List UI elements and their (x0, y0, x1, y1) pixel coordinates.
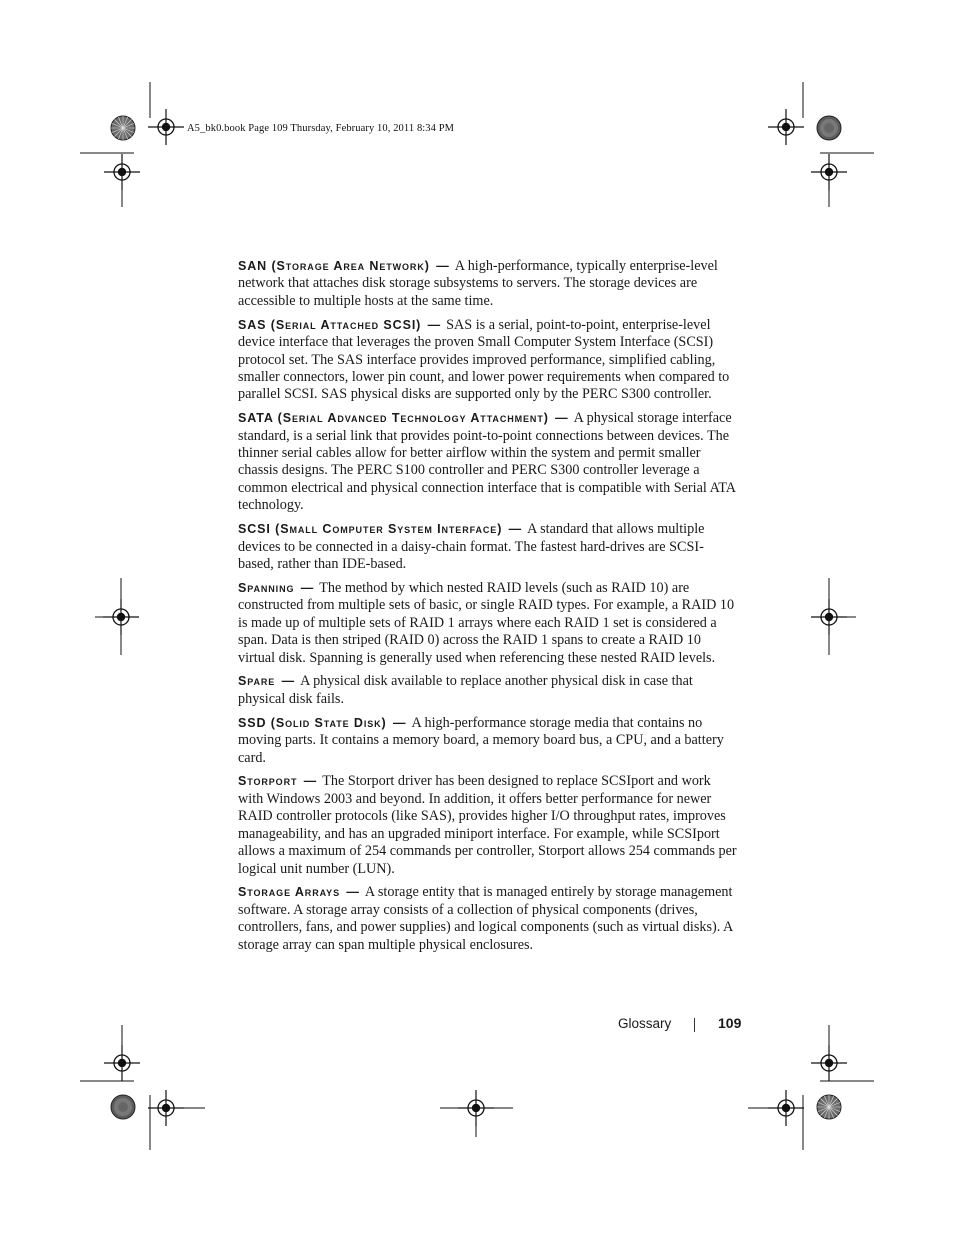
glossary-term (238, 674, 294, 688)
page-footer (600, 1015, 743, 1035)
glossary-entry (238, 521, 738, 573)
term-dash: — (346, 885, 359, 900)
footer-separator (694, 1018, 695, 1032)
glossary-term-text: Spanning (238, 580, 295, 595)
glossary-entry (238, 715, 738, 767)
registration-mark-right-middle (811, 599, 847, 635)
term-dash: — (508, 522, 522, 537)
glossary-definition: The method by which nested RAID levels (such as RAID 10) are constructed from multiple sets of basic, or single RAID types. For example, a RAID 10 is made up of multiple sets of RAID 1 arrays where each RAID 1 set is considered a span. Data is then striped (RAID 0) across the RAID 1 spans to create a RAID 10 virtual disk. Spanning is generally used when referencing these nested RAID levels. (238, 579, 735, 666)
glossary-entry (238, 258, 738, 310)
glossary-term-text: SCSI (Small Computer System Interface) (238, 522, 503, 537)
glossary-term (238, 259, 449, 273)
glossary-term (238, 318, 440, 332)
glossary-term-text: Storport (238, 774, 298, 789)
glossary-term (238, 581, 313, 595)
registration-starburst-top-left (111, 116, 135, 140)
crop-marks-top-right (803, 82, 874, 153)
glossary-term (238, 411, 568, 425)
registration-disc-bottom-left (111, 1095, 135, 1119)
page-number: 109 (718, 1015, 742, 1031)
glossary-entry (238, 773, 738, 877)
registration-mark-right-lower (811, 1045, 847, 1081)
glossary-term (238, 774, 316, 788)
registration-mark-top-left (148, 109, 184, 145)
glossary-definition: A physical disk available to replace another physical disk in case that physical disk fails. (238, 673, 693, 707)
term-dash: — (555, 411, 568, 426)
glossary-term (238, 716, 406, 730)
term-dash: — (436, 259, 449, 273)
glossary-entry (238, 410, 738, 514)
glossary-term-text: SAS (Serial Attached SCSI) (238, 317, 422, 332)
glossary-definition: A high-performance storage media that contains no moving parts. It contains a memory board, a memory board bus, a CPU, and a battery card. (238, 714, 724, 766)
registration-mark-bottom-center (458, 1090, 494, 1126)
glossary-definition: A physical storage interface standard, is a serial link that provides point-to-point connections between devices. The thinner serial cables allow for better airflow within the system and permit smaller chassis designs. The PERC S100 controller and PERC S300 controller leverage a common electrical and physical connection interface that is compatible with Serial ATA technology. (238, 410, 736, 514)
glossary-entry (238, 580, 738, 667)
glossary-term-text: SATA (Serial Advanced Technology Attachment) (238, 411, 549, 426)
crop-marks-top-left (80, 82, 150, 153)
glossary-definition: A standard that allows multiple devices to be connected in a daisy-chain format. The fastest hard-drives are SCSI-based, rather than IDE-based. (238, 521, 705, 572)
glossary-term-text: SAN (Storage Area Network) (238, 259, 430, 273)
registration-mark-right-upper (811, 154, 847, 190)
glossary-term-text: SSD (Solid State Disk) (238, 715, 387, 730)
glossary-definition: SAS is a serial, point-to-point, enterprise-level device interface that leverages the proven Small Computer System Interface (SCSI) protocol set. The SAS interface provides improved performance, simplified cabling, smaller connectors, lower pin count, and lower power requirements when compared to parallel SCSI. SAS physical disks are supported only by the PERC S300 controller. (238, 316, 730, 403)
registration-mark-left-middle (103, 599, 139, 635)
glossary-entries (238, 258, 738, 961)
registration-mark-bottom-right (768, 1090, 804, 1126)
term-dash: — (303, 774, 317, 789)
glossary-term (238, 522, 521, 536)
term-dash: — (427, 317, 441, 332)
glossary-term-text: Storage Arrays (238, 885, 340, 900)
registration-mark-top-right (768, 109, 804, 145)
registration-disc-top-right (817, 116, 841, 140)
registration-mark-left-upper (104, 154, 140, 190)
glossary-entry (238, 673, 738, 708)
term-dash: — (281, 674, 295, 689)
registration-mark-bottom-left (148, 1090, 184, 1126)
glossary-definition: The Storport driver has been designed to replace SCSIport and work with Windows 2003 and beyond. In addition, it offers better performance for newer RAID controller protocols (like SAS), provides higher I/O throughput rates, improves manageability, and has an upgraded miniport interface. For example, while SCSIport allows a maximum of 254 commands per controller, Storport allows 254 commands per logical unit number (LUN). (238, 773, 737, 877)
glossary-definition: A high-performance, typically enterprise-level network that attaches disk storage subsystems to servers. The storage devices are accessible to multiple hosts at the same time. (238, 258, 718, 309)
registration-mark-left-lower (104, 1045, 140, 1081)
glossary-term (238, 885, 359, 899)
crop-marks-bottom-right (803, 1081, 874, 1150)
term-dash: — (300, 580, 314, 595)
glossary-entry (238, 317, 738, 404)
footer-section-name: Glossary (618, 1016, 672, 1031)
glossary-definition: A storage entity that is managed entirely by storage management software. A storage array consists of a collection of physical components (drives, controllers, fans, and power supplies) and logical components (such as virtual disks). A storage array can span multiple physical enclosures. (238, 884, 733, 953)
registration-starburst-bottom-right (817, 1095, 841, 1119)
glossary-term-text: Spare (238, 674, 276, 689)
glossary-entry (238, 884, 738, 954)
print-slug: A5_bk0.book Page 109 Thursday, February 10, 2011 8:34 PM (187, 123, 455, 134)
term-dash: — (393, 715, 406, 730)
